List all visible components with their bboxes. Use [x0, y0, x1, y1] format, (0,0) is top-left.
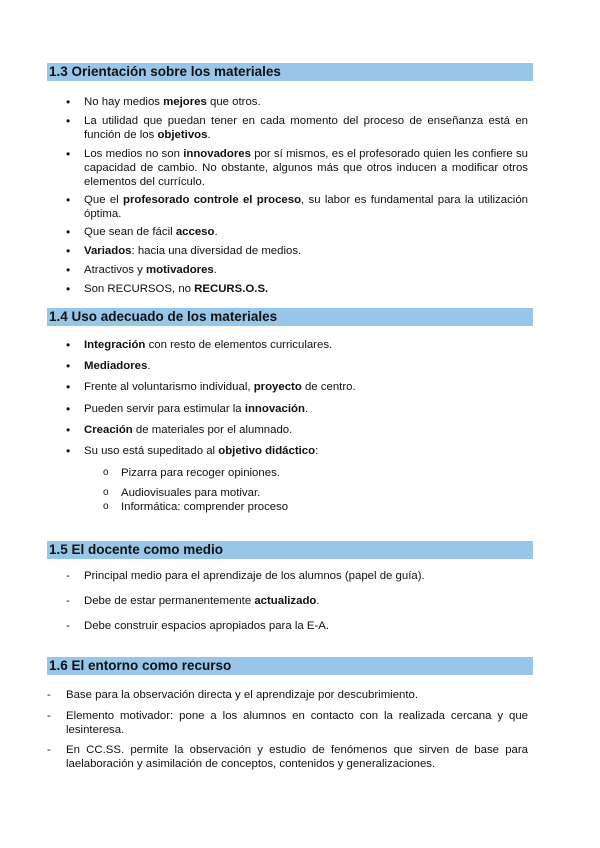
list-item: - Elemento motivador: pone a los alumnos en contacto con la realizada cercana y que lesinteresa.	[47, 710, 528, 736]
section-heading-1-4: 1.4 Uso adecuado de los materiales	[47, 308, 533, 326]
dash-marker: -	[66, 620, 70, 632]
section-heading-1-6: 1.6 El entorno como recurso	[47, 657, 533, 675]
bullet-marker: •	[66, 282, 71, 296]
list-item: • Mediadores.	[66, 359, 151, 373]
list-item: • Atractivos y motivadores.	[66, 263, 217, 277]
bullet-marker: •	[66, 147, 71, 161]
list-item: • No hay medios mejores que otros.	[66, 95, 261, 109]
sub-list-item: o Informática: comprender proceso	[103, 501, 289, 513]
circle-marker: o	[103, 467, 109, 478]
list-item: - Debe construir espacios apropiados para la E-A.	[66, 620, 330, 632]
list-item: - Principal medio para el aprendizaje de los alumnos (papel de guía).	[66, 570, 425, 582]
list-item: • Pueden servir para estimular la innovación.	[66, 402, 309, 416]
circle-marker: o	[103, 501, 109, 512]
bullet-marker: •	[66, 423, 71, 437]
list-item: • Los medios no son innovadores por sí mismos, es el profesorado quien les confiere su capacidad de cambio. No obstante, algunos más que otros inducen a modificar otros elementos del currículo.	[66, 147, 529, 188]
bullet-marker: •	[66, 114, 71, 128]
bullet-marker: •	[66, 263, 71, 277]
list-item: • Que sean de fácil acceso.	[66, 225, 218, 239]
list-item: • Creación de materiales por el alumnado.	[66, 423, 293, 437]
bullet-marker: •	[66, 95, 71, 109]
list-item: • Variados: hacia una diversidad de medios.	[66, 244, 302, 258]
section-heading-1-5: 1.5 El docente como medio	[47, 541, 533, 559]
list-item: • Son RECURSOS, no RECURS.O.S.	[66, 282, 269, 296]
dash-marker: -	[47, 689, 51, 701]
sub-list-item: o Audiovisuales para motivar.	[103, 487, 261, 499]
list-item: • La utilidad que puedan tener en cada momento del proceso de enseñanza está en función de los objetivos.	[66, 114, 528, 141]
list-item: - Base para la observación directa y el aprendizaje por descubrimiento.	[47, 689, 419, 701]
bullet-marker: •	[66, 244, 71, 258]
list-item: • Que el profesorado controle el proceso, su labor es fundamental para la utilización óptima.	[66, 193, 528, 220]
sub-list-item: o Pizarra para recoger opiniones.	[103, 467, 280, 479]
list-item: • Su uso está supeditado al objetivo didáctico:	[66, 444, 319, 458]
section-heading-1-3: 1.3 Orientación sobre los materiales	[47, 63, 533, 81]
list-item: • Frente al voluntarismo individual, proyecto de centro.	[66, 380, 356, 394]
dash-marker: -	[47, 744, 51, 756]
list-item: - Debe de estar permanentemente actualizado.	[66, 595, 320, 607]
dash-marker: -	[47, 710, 51, 722]
list-item: • Integración con resto de elementos curriculares.	[66, 338, 333, 352]
circle-marker: o	[103, 487, 109, 498]
bullet-marker: •	[66, 380, 71, 394]
bullet-marker: •	[66, 402, 71, 416]
dash-marker: -	[66, 570, 70, 582]
bullet-marker: •	[66, 193, 71, 207]
bullet-marker: •	[66, 444, 71, 458]
dash-marker: -	[66, 595, 70, 607]
bullet-marker: •	[66, 338, 71, 352]
list-item: - En CC.SS. permite la observación y estudio de fenómenos que sirven de base para laelaboración y asimilación de conceptos, contenidos y generalizaciones.	[47, 744, 528, 770]
bullet-marker: •	[66, 225, 71, 239]
bullet-marker: •	[66, 359, 71, 373]
